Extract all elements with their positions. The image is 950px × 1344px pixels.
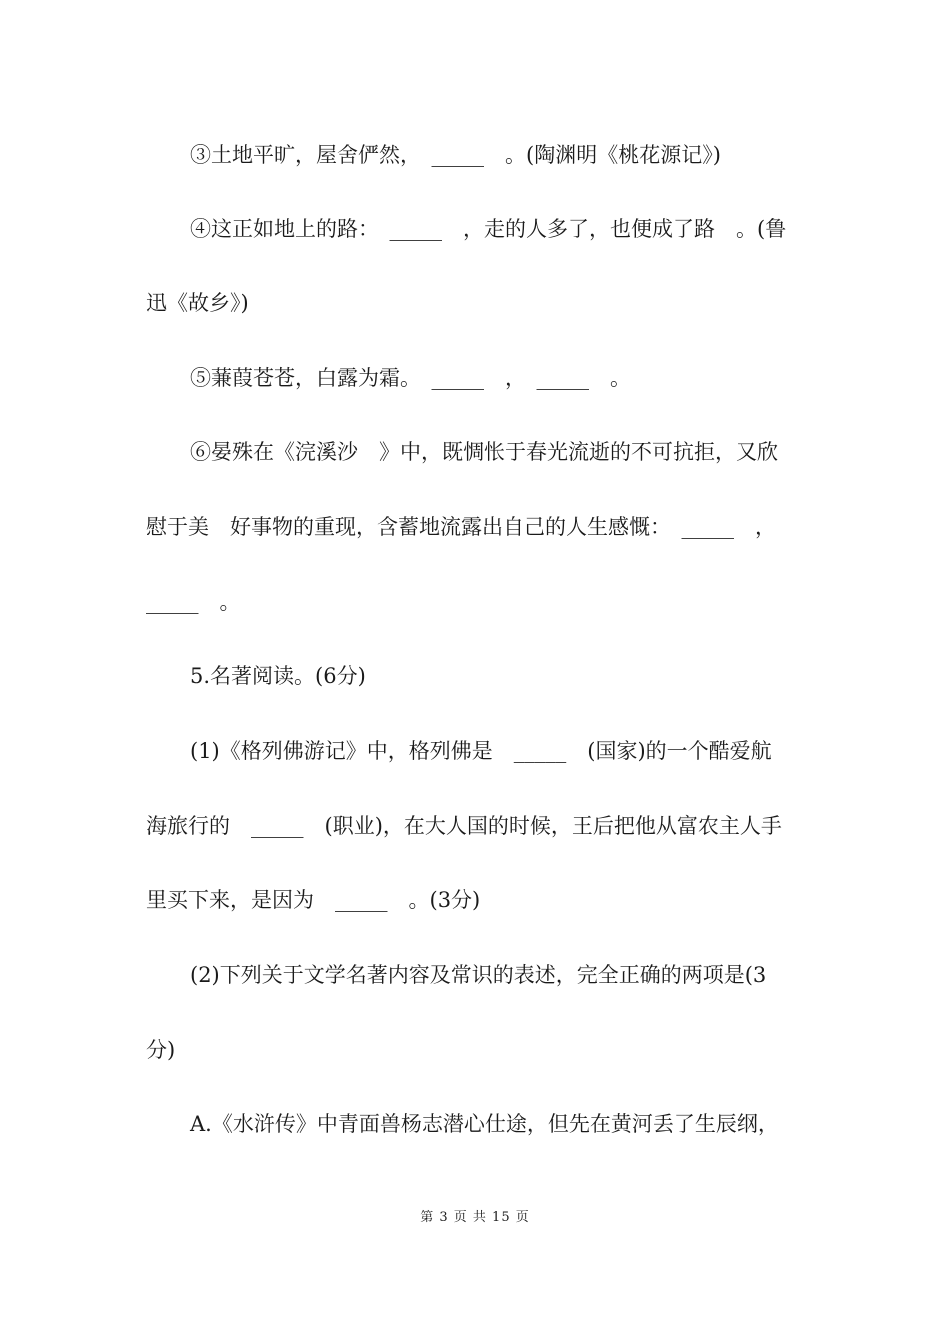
question-5-2: (2)下列关于文学名著内容及常识的表述，完全正确的两项是(3 (190, 963, 767, 987)
poem-line-3: ③土地平旷，屋舍俨然， _____ 。(陶渊明《桃花源记》) (190, 143, 721, 167)
poem-line-5: ⑤蒹葭苍苍，白露为霜。 _____ ， _____ 。 (190, 366, 631, 390)
poem-line-6-end: _____ 。 (146, 590, 241, 614)
page-footer: 第 3 页 共 15 页 (420, 1210, 530, 1225)
section-5-heading: 5.名著阅读。(6分) (190, 664, 366, 688)
poem-line-4: ④这正如地上的路： _____ ，走的人多了，也便成了路 。(鲁 (190, 217, 787, 241)
option-a: A.《水浒传》中青面兽杨志潜心仕途，但先在黄河丢了生辰纲， (190, 1112, 779, 1136)
poem-line-6: ⑥晏殊在《浣溪沙 》中，既惆怅于春光流逝的不可抗拒，又欣 (190, 440, 778, 464)
poem-line-4-cont: 迅《故乡》) (146, 291, 249, 315)
question-5-1-end: 里买下来，是因为 _____ 。(3分) (146, 888, 481, 912)
question-5-2-cont: 分) (146, 1038, 176, 1062)
question-5-1: (1)《格列佛游记》中，格列佛是 _____ (国家)的一个酷爱航 (190, 739, 772, 763)
question-5-1-cont: 海旅行的 _____ (职业)，在大人国的时候，王后把他从富农主人手 (146, 814, 782, 838)
poem-line-6-cont: 慰于美 好事物的重现，含蓄地流露出自己的人生感慨： _____ ， (146, 515, 776, 539)
